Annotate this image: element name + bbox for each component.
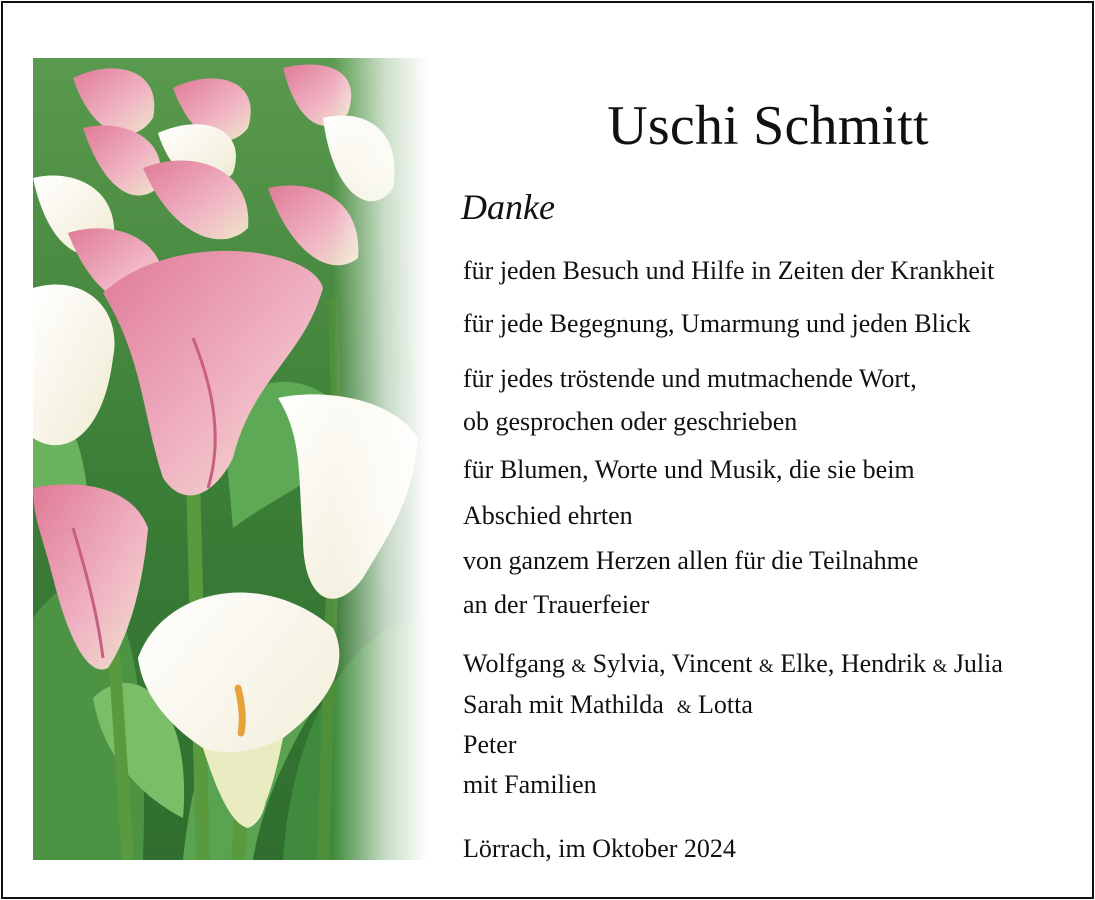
family-name: Sarah mit Mathilda: [463, 690, 664, 719]
thanks-heading: Danke: [461, 187, 555, 227]
family-name: Sylvia, Vincent: [592, 649, 753, 678]
family-name: Lotta: [698, 690, 753, 719]
family-line: Peter: [463, 730, 517, 759]
family-line: [463, 689, 753, 724]
ampersand: &: [758, 656, 774, 677]
thanks-line: für jedes tröstende und mutmachende Wort,: [463, 364, 917, 393]
thanks-line: ob gesprochen oder geschrieben: [463, 407, 798, 436]
calla-lily-photo: [33, 58, 428, 860]
thanks-line: Abschied ehrten: [463, 501, 633, 530]
thanks-line: für jede Begegnung, Umarmung und jeden Blick: [463, 309, 971, 338]
deceased-name: Uschi Schmitt: [607, 95, 929, 157]
ampersand: &: [571, 656, 587, 677]
thanks-line: für jeden Besuch und Hilfe in Zeiten der Krankheit: [463, 256, 995, 285]
ampersand: &: [932, 656, 948, 677]
family-name: Julia: [953, 649, 1003, 678]
ampersand: &: [676, 697, 692, 718]
photo-fade-overlay: [333, 58, 428, 860]
family-name: Wolfgang: [463, 649, 565, 678]
thanks-line: an der Trauerfeier: [463, 590, 650, 619]
family-line: [463, 648, 1003, 683]
thanks-line: von ganzem Herzen allen für die Teilnahme: [463, 546, 919, 575]
family-line: mit Familien: [463, 770, 597, 799]
family-name: Elke, Hendrik: [780, 649, 927, 678]
place-date: Lörrach, im Oktober 2024: [463, 834, 736, 863]
thanks-line: für Blumen, Worte und Musik, die sie beim: [463, 455, 915, 484]
obituary-card: [1, 1, 1094, 899]
